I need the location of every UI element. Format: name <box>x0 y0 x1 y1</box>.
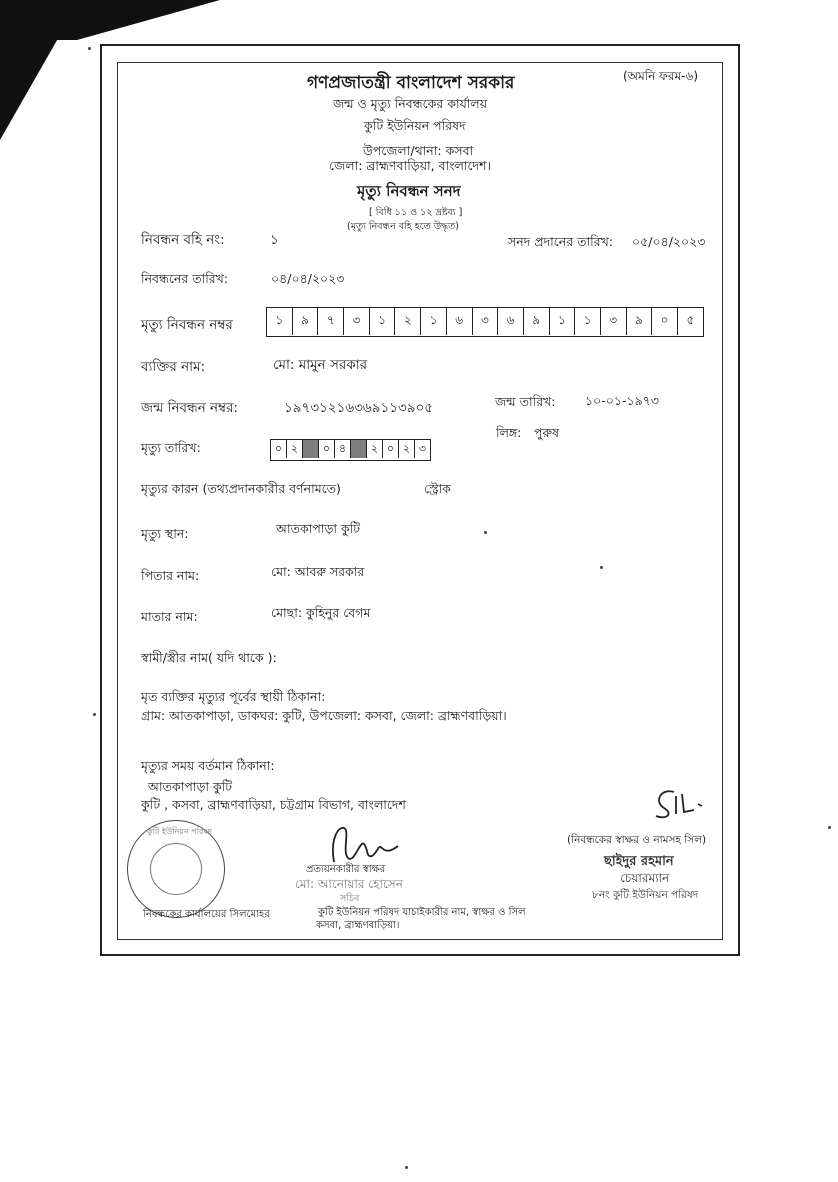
death-reg-no-label: মৃত্যু নিবন্ধন নম্বর <box>141 317 233 333</box>
district-line: জেলা: ব্রাহ্মণবাড়িয়া, বাংলাদেশ। <box>329 158 491 173</box>
book-no-value: ১ <box>270 232 279 248</box>
verifier-note: কুটি ইউনিয়ন পরিষদ যাচাইকারীর নাম, স্বাক্ষর ও সিল <box>318 907 526 918</box>
reg-digit: ৯ <box>524 308 550 335</box>
reg-digit: ১ <box>267 308 293 335</box>
cause-value: স্ট্রোক <box>424 481 451 496</box>
union-seal-emblem <box>150 843 202 895</box>
date-digit: ৩ <box>418 441 427 455</box>
date-digit: ২ <box>287 440 303 458</box>
sex-label: লিঙ্গ: <box>496 425 522 440</box>
issue-date-value: ০৫/০৪/২০২৩ <box>632 234 706 249</box>
reg-digit: ৬ <box>447 308 473 335</box>
verifier-signature <box>320 818 410 868</box>
registrar-signature <box>646 784 716 824</box>
registrar-name: ছাইদুর রহমান <box>604 854 674 869</box>
father-label: পিতার নাম: <box>141 568 200 583</box>
verifier-name: মো: আনোয়ার হোসেন <box>295 877 403 891</box>
date-digit: ০ <box>319 440 335 458</box>
registration-date-value: ০৪/০৪/২০২৩ <box>271 271 345 286</box>
registrar-title: চেয়ারম্যান <box>620 871 670 885</box>
reg-digit: ৩ <box>473 308 499 335</box>
date-separator <box>351 440 367 458</box>
form-number: (অমনি ফরম-৬) <box>623 69 698 83</box>
reg-digit: ১ <box>575 308 601 335</box>
registrar-office: ৮নং কুটি ইউনিয়ন পরিষদ <box>592 889 699 901</box>
government-title: গণপ্রজাতন্ত্রী বাংলাদেশ সরকার <box>307 73 515 93</box>
book-no-label: নিবন্ধন বহি নং: <box>141 232 225 248</box>
certificate-title: মৃত্যু নিবন্ধন সনদ <box>357 182 461 200</box>
date-digit: ২ <box>399 440 415 458</box>
scan-speck <box>405 1166 408 1169</box>
registrar-sig-label: (নিবন্ধকের স্বাক্ষর ও নামসহ সিল) <box>567 834 707 846</box>
reg-digit: ৫ <box>686 312 695 327</box>
scan-speck <box>88 47 91 50</box>
name-label: ব্যক্তির নাম: <box>141 359 206 375</box>
book-note: (মৃত্যু নিবন্ধন বহি হতে উদ্ধৃত) <box>347 221 459 232</box>
reg-digit: ৭ <box>318 308 344 335</box>
reg-digit: ২ <box>395 308 421 335</box>
mother-label: মাতার নাম: <box>141 609 198 624</box>
date-digit: ২ <box>367 440 383 458</box>
scan-speck <box>828 826 831 829</box>
sex-value: পুরুষ <box>534 425 559 440</box>
cause-label: মৃত্যুর কারন (তথ্যপ্রদানকারীর বর্ণনামতে) <box>141 481 341 496</box>
verifier-title: সচিব <box>340 893 360 904</box>
reg-digit: ১ <box>370 308 396 335</box>
death-date-label: মৃত্যু তারিখ: <box>141 440 201 455</box>
scan-speck <box>484 531 487 534</box>
date-digit: ০ <box>383 440 399 458</box>
reg-digit: ৯ <box>627 308 653 335</box>
date-digit: ০ <box>271 440 287 458</box>
dob-label: জন্ম তারিখ: <box>495 394 556 409</box>
birth-reg-value: ১৯৭৩১২১৬৩৬৯১১৩৯০৫ <box>284 400 434 416</box>
reg-digit: ৩ <box>601 308 627 335</box>
issue-date-label: সনদ প্রদানের তারিখ: <box>508 234 613 249</box>
spouse-label: স্বামী/স্ত্রীর নাম( যদি থাকে ): <box>141 650 277 665</box>
birth-reg-label: জন্ম নিবন্ধন নম্বর: <box>141 400 239 416</box>
upazila-line: উপজেলা/থানা: কসবা <box>363 143 474 158</box>
scan-speck <box>93 713 96 716</box>
name-value: মো: মামুন সরকার <box>273 357 368 373</box>
verifier-sig-label: প্রত্যয়নকারীর স্বাক্ষর <box>306 864 386 875</box>
reg-digit: ০ <box>652 308 678 335</box>
verifier-place: কসবা, ব্রাহ্মণবাড়িয়া। <box>316 920 400 931</box>
date-separator <box>303 440 319 458</box>
reg-digit: ৯ <box>293 308 319 335</box>
permanent-address-value: গ্রাম: আতকাপাড়া, ডাকঘর: কুটি, উপজেলা: কসবা, জেলা: ব্রাহ্মণবাড়িয়া। <box>141 708 507 723</box>
current-address-line2: কুটি , কসবা, ব্রাহ্মণবাড়িয়া, চট্টগ্রাম বিভাগ, বাংলাদেশ <box>141 797 406 812</box>
current-address-line1: আতকাপাড়া কুটি <box>148 779 233 794</box>
scan-speck <box>600 566 603 569</box>
death-reg-no-boxes <box>266 307 704 337</box>
father-value: মো: আবরু সরকার <box>271 564 365 579</box>
dob-value: ১০-০১-১৯৭৩ <box>585 393 659 408</box>
place-label: মৃত্যু স্থান: <box>141 526 189 541</box>
seal-text: কুটি ইউনিয়ন পরিষদ <box>147 827 213 836</box>
death-date-boxes <box>270 439 431 461</box>
date-digit: ৪ <box>335 440 351 458</box>
permanent-address-label: মৃত ব্যক্তির মৃত্যুর পূর্বের স্থায়ী ঠিকানা: <box>141 689 326 704</box>
current-address-label: মৃত্যুর সময় বর্তমান ঠিকানা: <box>141 758 275 773</box>
office-name: জন্ম ও মৃত্যু নিবন্ধকের কার্যালয় <box>333 96 488 111</box>
union-name: কুটি ইউনিয়ন পরিষদ <box>364 118 466 133</box>
dark-corner-edge <box>0 0 220 40</box>
mother-value: মোছা: কুহিনুর বেগম <box>271 605 371 620</box>
rule-note: [ বিধি ১১ ও ১২ দ্রষ্টব্য ] <box>369 207 463 218</box>
registration-date-label: নিবন্ধনের তারিখ: <box>141 271 229 286</box>
reg-digit: ১ <box>550 308 576 335</box>
reg-digit: ৬ <box>498 308 524 335</box>
reg-digit: ৩ <box>344 308 370 335</box>
place-value: আতকাপাড়া কুটি <box>276 521 361 536</box>
reg-digit: ১ <box>421 308 447 335</box>
seal-note: নিবন্ধকের কার্যালয়ের সিলমোহর <box>143 909 270 920</box>
